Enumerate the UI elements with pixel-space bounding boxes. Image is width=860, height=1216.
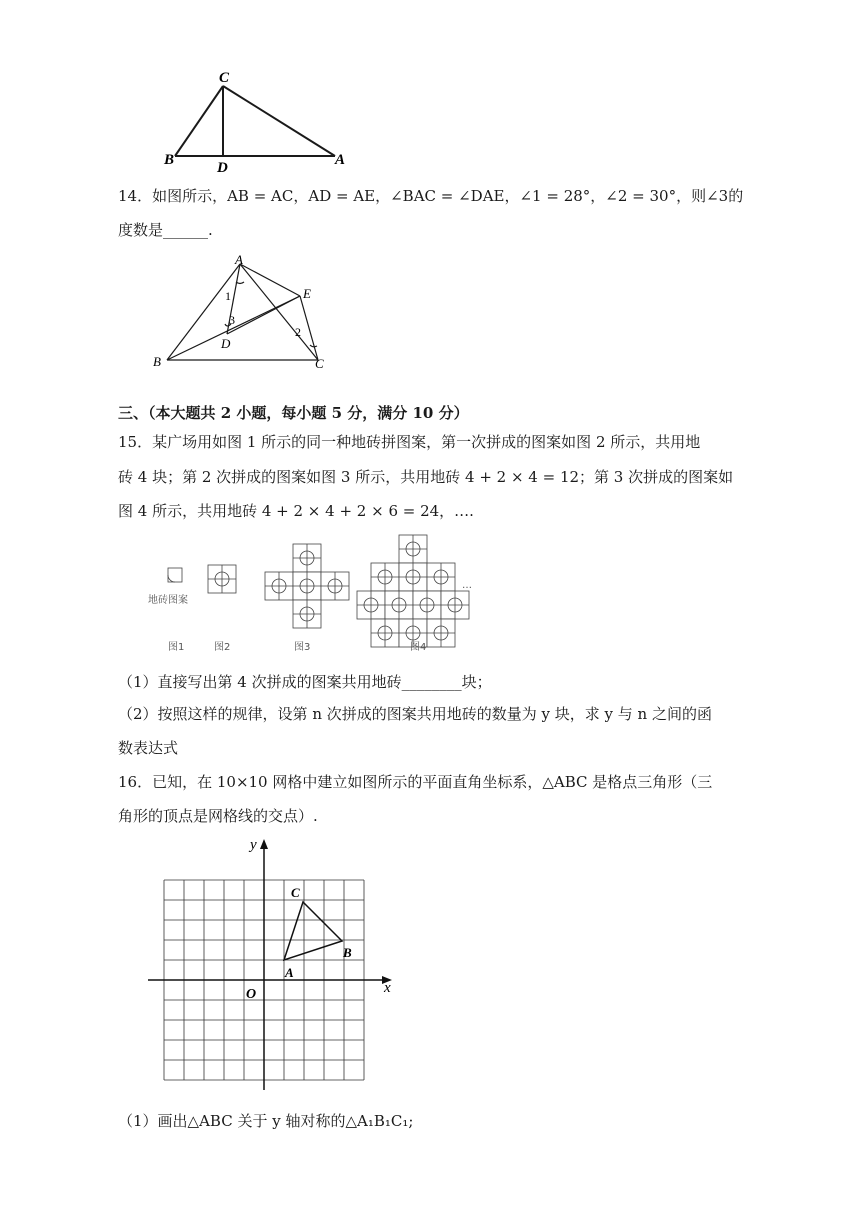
tile-single bbox=[168, 568, 182, 582]
figure-q16 bbox=[140, 835, 400, 1100]
label-C: C bbox=[315, 356, 324, 371]
q15-line2: 砖 4 块；第 2 次拼成的图案如图 3 所示，共用地砖 4 + 2 × 4 = 12；第 3 次拼成的图案如 bbox=[118, 468, 734, 486]
section-heading: 三、（本大题共 2 小题，每小题 5 分，满分 10 分） bbox=[118, 404, 469, 422]
label-y: y bbox=[250, 837, 257, 853]
label-C: C bbox=[219, 70, 230, 86]
label-2: 2 bbox=[295, 325, 301, 339]
caption-fig4: 图4 bbox=[410, 642, 427, 653]
label-E: E bbox=[303, 286, 311, 301]
figure-q14 bbox=[145, 252, 345, 374]
label-x: x bbox=[384, 980, 391, 996]
label-A: A bbox=[285, 965, 294, 980]
pattern-3 bbox=[265, 544, 349, 628]
label-B: B bbox=[343, 945, 352, 960]
q14-line1: 14．如图所示，AB = AC，AD = AE，∠BAC = ∠DAE，∠1 = 28°，∠2 = 30°，则∠3的 bbox=[118, 187, 744, 205]
q16-line1: 16．已知，在 10×10 网格中建立如图所示的平面直角坐标系，△ABC 是格点三角形（三 bbox=[118, 773, 713, 791]
q15-line1: 15．某广场用如图 1 所示的同一种地砖拼图案，第一次拼成的图案如图 2 所示，共用地 bbox=[118, 433, 701, 451]
caption-fig2: 图2 bbox=[214, 642, 231, 653]
q15-line3: 图 4 所示，共用地砖 4 + 2 × 4 + 2 × 6 = 24，…. bbox=[118, 502, 474, 520]
q15-part2-line2: 数表达式 bbox=[118, 739, 179, 757]
label-3: 3 bbox=[229, 313, 235, 327]
figure-q13 bbox=[160, 62, 360, 177]
q16-part1: （1）画出△ABC 关于 y 轴对称的△A₁B₁C₁; bbox=[118, 1112, 414, 1130]
tile-label: 地砖图案 bbox=[148, 595, 188, 606]
label-O: O bbox=[246, 987, 257, 1002]
figure-q15 bbox=[140, 530, 500, 660]
label-1: 1 bbox=[225, 289, 231, 303]
label-B: B bbox=[164, 152, 175, 168]
label-A: A bbox=[235, 252, 243, 267]
label-D: D bbox=[221, 336, 231, 351]
pattern-4 bbox=[357, 535, 469, 647]
q15-part2-line1: （2）按照这样的规律，设第 n 次拼成的图案共用地砖的数量为 y 块，求 y 与 n 之间的函 bbox=[118, 705, 712, 723]
label-D: D bbox=[217, 160, 228, 176]
triangle-abc bbox=[284, 902, 342, 960]
label-B: B bbox=[153, 354, 161, 369]
q16-line2: 角形的顶点是网格线的交点）. bbox=[118, 807, 318, 825]
caption-fig3: 图3 bbox=[294, 642, 311, 653]
q15-part1: （1）直接写出第 4 次拼成的图案共用地砖________块； bbox=[118, 673, 492, 691]
label-A: A bbox=[335, 152, 346, 168]
ellipsis: … bbox=[462, 580, 472, 591]
q14-line2: 度数是______. bbox=[118, 221, 213, 239]
pattern-2 bbox=[208, 565, 236, 593]
caption-fig1: 图1 bbox=[168, 642, 185, 653]
label-C: C bbox=[291, 885, 300, 900]
